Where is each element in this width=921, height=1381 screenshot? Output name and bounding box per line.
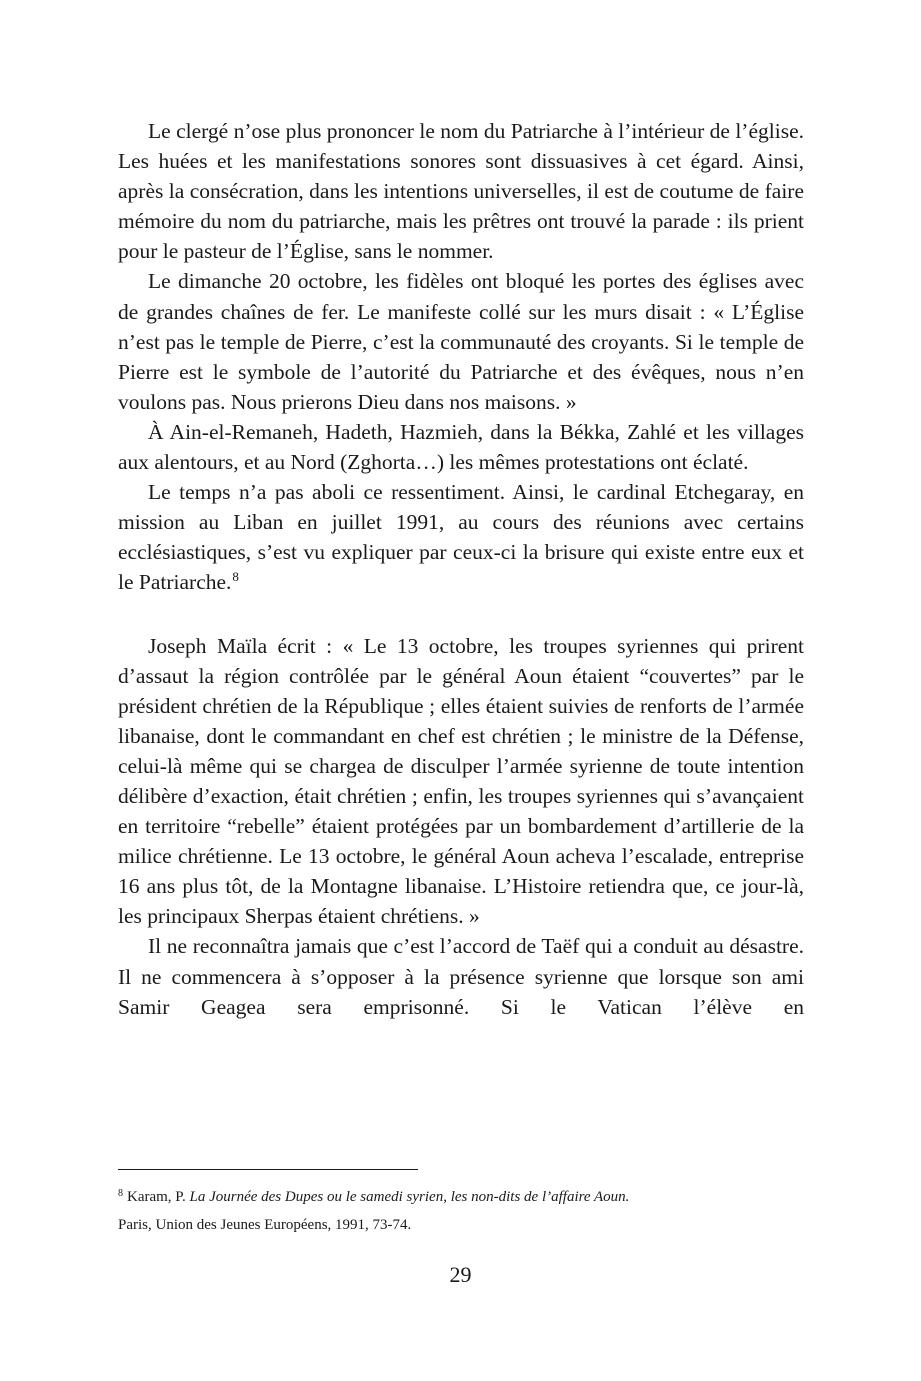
footnote-number: 8 bbox=[118, 1188, 123, 1199]
paragraph-taef: Il ne reconnaîtra jamais que c’est l’accord de Taëf qui a conduit au désastre. Il ne commencera à s’opposer à la présence syrienne que lorsque son ami Samir Geagea sera emprisonné. Si le Vatican l’élève en bbox=[118, 934, 804, 1019]
paragraph-resentment bbox=[118, 477, 804, 600]
footnote-title: La Journée des Dupes ou le samedi syrien, les non-dits de l’affaire Aoun. bbox=[189, 1189, 630, 1205]
footnote-author: Karam, P. bbox=[127, 1189, 186, 1205]
paragraph-resentment-text: Le temps n’a pas aboli ce ressentiment. Ainsi, le cardinal Etchegaray, en mission au Liban en juillet 1991, au cours des réunions avec certains ecclésiastiques, s’est vu expliquer par ceux-ci la brisure qui existe entre eux et le Patriarche. bbox=[118, 480, 804, 595]
page-number: 29 bbox=[449, 1262, 472, 1287]
paragraph-villages: À Ain-el-Remaneh, Hadeth, Hazmieh, dans la Békka, Zahlé et les villages aux alentours, et au Nord (Zghorta…) les mêmes protestations ont éclaté. bbox=[118, 419, 804, 475]
footnote-line-1 bbox=[118, 1184, 804, 1212]
paragraph-clergy: Le clergé n’ose plus prononcer le nom du Patriarche à l’intérieur de l’église. Les huées et les manifestations sonores sont dissuasives à cet égard. Ainsi, après la consécration, dans les intentions universelles, il est de coutume de faire mémoire du nom du patriarche, mais les prêtres ont trouvé la parade : ils prient pour le pasteur de l’Église, sans le nommer. bbox=[118, 119, 804, 264]
footnote-reference[interactable]: 8 bbox=[232, 569, 239, 585]
page-body bbox=[118, 116, 804, 1022]
paragraph-maila-quote: Joseph Maïla écrit : « Le 13 octobre, les troupes syriennes qui prirent d’assaut la région contrôlée par le général Aoun étaient “couvertes” par le président chrétien de la République ; elles étaient suivies de renforts de l’armée libanaise, dont le commandant en chef est chrétien ; le ministre de la Défense, celui-là même qui se chargea de disculper l’armée syrienne de toute intention délibère d’exaction, était chrétien ; enfin, les troupes syriennes qui s’avançaient en territoire “rebelle” étaient protégées par un bombardement d’artillerie de la milice chrétienne. Le 13 octobre, le général Aoun acheva l’escalade, entreprise 16 ans plus tôt, de la Montagne libanaise. L’Histoire retiendra que, ce jour-là, les principaux Sherpas étaient chrétiens. » bbox=[118, 633, 804, 929]
paragraph-sunday-protest: Le dimanche 20 octobre, les fidèles ont bloqué les portes des églises avec de grandes chaînes de fer. Le manifeste collé sur les murs disait : « L’Église n’est pas le temple de Pierre, c’est la communauté des croyants. Si le temple de Pierre est le symbole de l’autorité du Patriarche et des évêques, nous n’en voulons pas. Nous prierons Dieu dans nos maisons. » bbox=[118, 269, 804, 414]
footnote bbox=[118, 1184, 804, 1238]
footnote-publisher: Paris, Union des Jeunes Européens, 1991, 73-74. bbox=[118, 1217, 412, 1233]
footnote-divider bbox=[118, 1169, 418, 1170]
section-break bbox=[118, 601, 804, 631]
